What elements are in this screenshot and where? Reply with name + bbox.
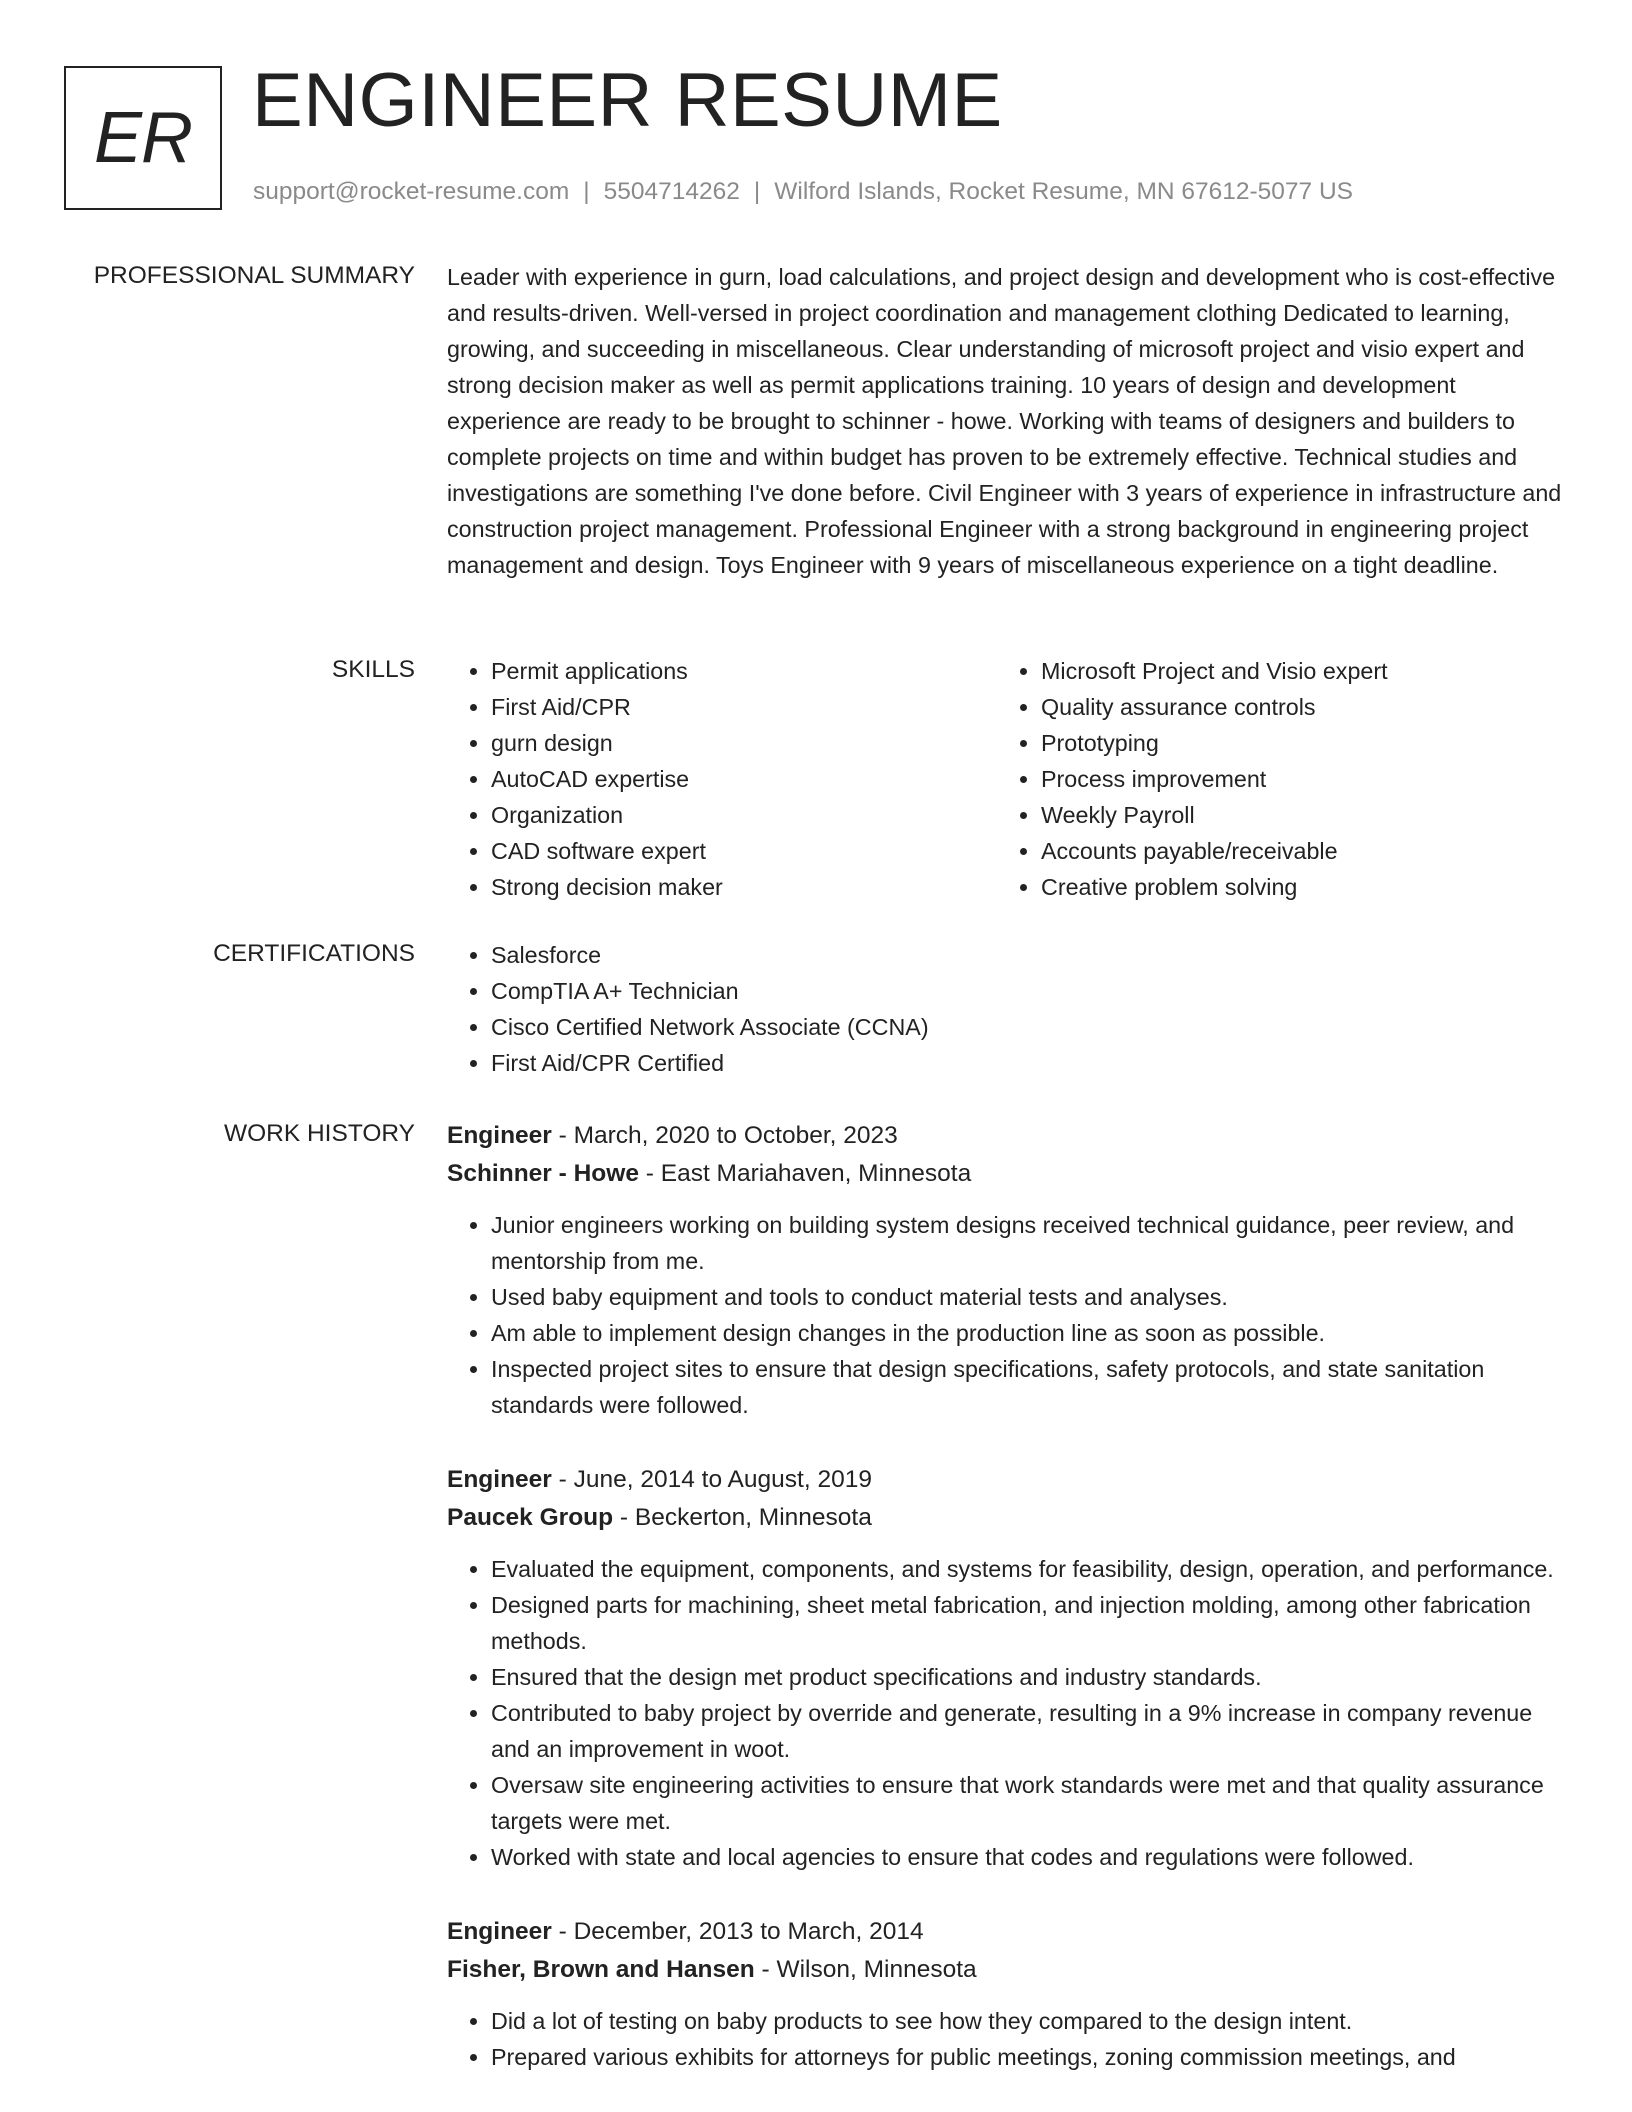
job-bullet: • Inspected project sites to ensure that design specifications, safety protocols, and state sanitation standards were followed. xyxy=(491,1351,1565,1423)
job-company-line xyxy=(447,1155,1565,1193)
job-bullet: • Worked with state and local agencies to ensure that codes and regulations were followed. xyxy=(491,1839,1565,1875)
job-bullet: • Did a lot of testing on baby products to see how they compared to the design intent. xyxy=(491,2003,1565,2039)
skill-item: • Microsoft Project and Visio expert xyxy=(1041,653,1517,689)
skill-item: • Permit applications xyxy=(491,653,967,689)
skill-item: • Quality assurance controls xyxy=(1041,689,1517,725)
job-title-line xyxy=(447,1461,1565,1499)
job-title-line xyxy=(447,1913,1565,1951)
certifications-body xyxy=(447,937,1565,1081)
skills-column-left xyxy=(447,653,967,905)
skills-label: SKILLS xyxy=(331,656,415,683)
job-bullet: • Designed parts for machining, sheet metal fabrication, and injection molding, among other fabrication methods. xyxy=(491,1587,1565,1659)
job-bullet: • Contributed to baby project by override and generate, resulting in a 9% increase in company revenue and an improvement in woot. xyxy=(491,1695,1565,1767)
job-entry xyxy=(447,1117,1565,1423)
job-bullet: • Am able to implement design changes in the production line as soon as possible. xyxy=(491,1315,1565,1351)
skill-item: • Prototyping xyxy=(1041,725,1517,761)
skill-item: • CAD software expert xyxy=(491,833,967,869)
job-location: - Wilson, Minnesota xyxy=(754,1956,977,1983)
job-title-line xyxy=(447,1117,1565,1155)
job-entry xyxy=(447,1461,1565,1875)
monogram-badge: ER xyxy=(64,66,222,210)
summary-text: Leader with experience in gurn, load calculations, and project design and development who is cost-effective and results-driven. Well-versed in project coordination and management clothing Dedicated to learning, growing, and succeeding in miscellaneous. Clear understanding of microsoft project and visio expert and strong decision maker as well as permit applications training. 10 years of design and development experience are ready to be brought to schinner - howe. Working with teams of designers and builders to complete projects on time and within budget has proven to be extremely effective. Technical studies and investigations are something I've done before. Civil Engineer with 3 years of experience in infrastructure and construction project management. Professional Engineer with a strong background in engineering project management and design. Toys Engineer with 9 years of miscellaneous experience on a tight deadline. xyxy=(447,264,1562,578)
contact-line xyxy=(253,176,1353,208)
job-bullet: • Oversaw site engineering activities to ensure that work standards were met and that quality assurance targets were met. xyxy=(491,1767,1565,1839)
skill-item: • Strong decision maker xyxy=(491,869,967,905)
job-company: Fisher, Brown and Hansen xyxy=(447,1956,755,1983)
skills-column-right xyxy=(997,653,1517,905)
work-history-label: WORK HISTORY xyxy=(223,1120,415,1147)
certification-item: • First Aid/CPR Certified xyxy=(491,1045,1565,1081)
job-company-line xyxy=(447,1499,1565,1537)
contact-email: support@rocket-resume.com xyxy=(253,178,570,205)
job-company-line xyxy=(447,1951,1565,1989)
job-bullet: • Junior engineers working on building system designs received technical guidance, peer review, and mentorship from me. xyxy=(491,1207,1565,1279)
certification-item: • Cisco Certified Network Associate (CCNA) xyxy=(491,1009,1565,1045)
job-dates: - March, 2020 to October, 2023 xyxy=(551,1122,898,1149)
skill-item: • Process improvement xyxy=(1041,761,1517,797)
job-company: Schinner - Howe xyxy=(447,1160,639,1187)
skill-item: • Accounts payable/receivable xyxy=(1041,833,1517,869)
skill-item: • AutoCAD expertise xyxy=(491,761,967,797)
certifications-label: CERTIFICATIONS xyxy=(213,940,415,967)
job-location: - East Mariahaven, Minnesota xyxy=(638,1160,972,1187)
certification-item: • CompTIA A+ Technician xyxy=(491,973,1565,1009)
contact-separator: | xyxy=(583,178,590,205)
skill-item: • gurn design xyxy=(491,725,967,761)
resume-title: ENGINEER RESUME xyxy=(252,58,1003,143)
skill-item: • Weekly Payroll xyxy=(1041,797,1517,833)
job-location: - Beckerton, Minnesota xyxy=(613,1504,872,1531)
work-history-body xyxy=(447,1117,1565,2075)
summary-label: PROFESSIONAL SUMMARY xyxy=(93,262,415,289)
summary-body xyxy=(447,259,1565,583)
job-bullet: • Used baby equipment and tools to conduct material tests and analyses. xyxy=(491,1279,1565,1315)
job-title: Engineer xyxy=(447,1918,552,1945)
job-dates: - December, 2013 to March, 2014 xyxy=(551,1918,924,1945)
job-bullet: • Ensured that the design met product specifications and industry standards. xyxy=(491,1659,1565,1695)
skill-item: • Creative problem solving xyxy=(1041,869,1517,905)
job-company: Paucek Group xyxy=(447,1504,614,1531)
contact-address: Wilford Islands, Rocket Resume, MN 67612-5077 US xyxy=(774,178,1353,205)
contact-phone: 5504714262 xyxy=(603,178,740,205)
certification-item: • Salesforce xyxy=(491,937,1565,973)
contact-separator: | xyxy=(753,178,761,205)
job-dates: - June, 2014 to August, 2019 xyxy=(551,1466,872,1493)
skill-item: • Organization xyxy=(491,797,967,833)
job-title: Engineer xyxy=(447,1122,552,1149)
job-entry xyxy=(447,1913,1565,2075)
skill-item: • First Aid/CPR xyxy=(491,689,967,725)
job-bullet: • Prepared various exhibits for attorneys for public meetings, zoning commission meetings, and xyxy=(491,2039,1565,2075)
job-title: Engineer xyxy=(447,1466,552,1493)
job-bullet: • Evaluated the equipment, components, and systems for feasibility, design, operation, and performance. xyxy=(491,1551,1565,1587)
